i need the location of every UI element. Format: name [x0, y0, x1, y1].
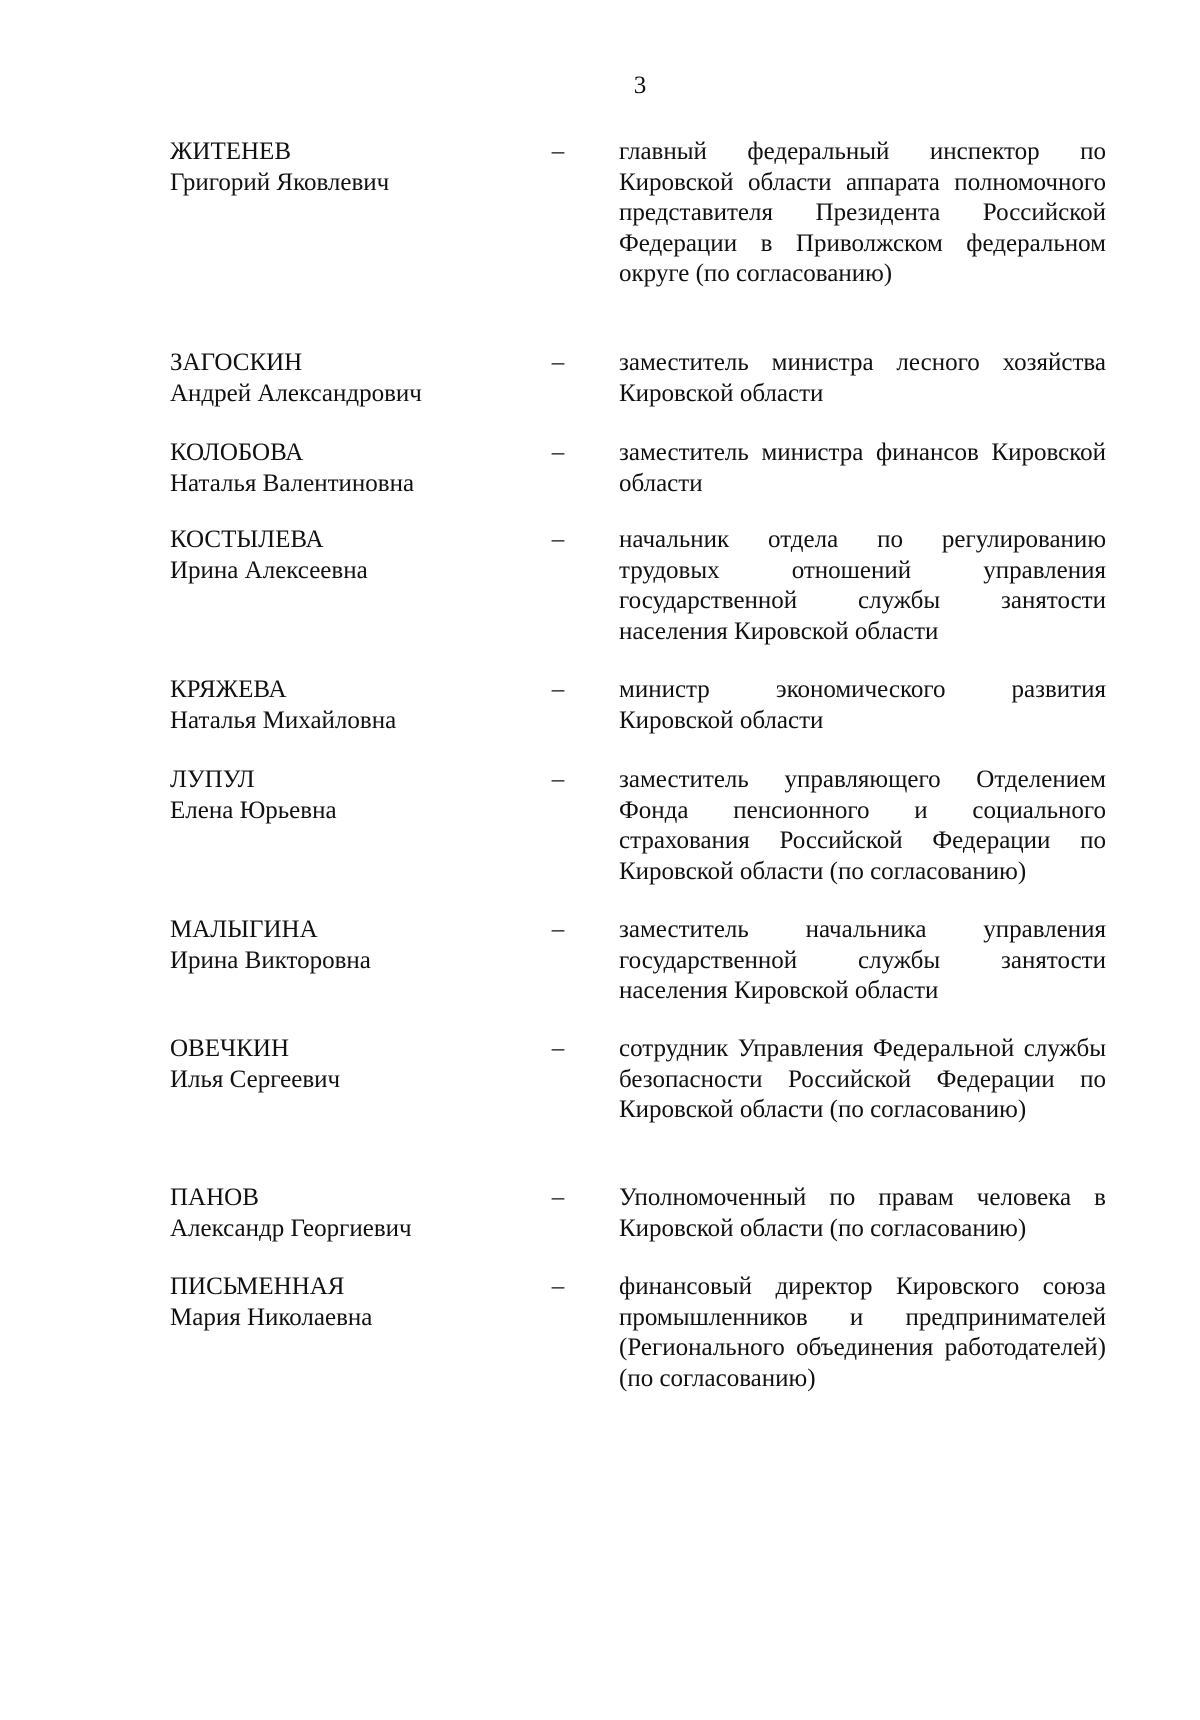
member-surname: МАЛЫГИНА: [170, 916, 318, 943]
member-given-names: Андрей Александрович: [170, 379, 422, 407]
member-name: [170, 348, 500, 409]
member-surname: КРЯЖЕВА: [170, 676, 287, 703]
member-position: начальник отдела по регулированию трудовых отношений управления государственной службы занятости населения Кировской области: [619, 526, 1106, 645]
member-surname: ПАНОВ: [170, 1184, 259, 1211]
member-name: [170, 1183, 500, 1244]
member-position: заместитель начальника управления государственной службы занятости населения Кировской области: [619, 916, 1106, 1004]
member-given-names: Елена Юрьевна: [170, 796, 337, 824]
member-given-names: Наталья Михайловна: [170, 706, 397, 734]
dash-separator: –: [551, 349, 565, 376]
dash-separator: –: [551, 439, 565, 466]
member-given-names: Мария Николаевна: [170, 1303, 373, 1331]
member-position: заместитель министра лесного хозяйства Кировской области: [619, 349, 1106, 407]
member-position: финансовый директор Кировского союза промышленников и предпринимателей (Регионального объединения работодателей) (по согласованию): [619, 1273, 1106, 1392]
dash-separator: –: [551, 1035, 565, 1062]
member-surname: ОВЕЧКИН: [170, 1035, 290, 1062]
member-position: министр экономического развития Кировской области: [619, 676, 1106, 734]
member-name: [170, 675, 500, 736]
member-surname: КОСТЫЛЕВА: [170, 526, 324, 553]
dash-separator: –: [551, 916, 565, 943]
member-given-names: Ирина Алексеевна: [170, 556, 368, 584]
member-name: [170, 915, 500, 976]
dash-separator: –: [551, 1184, 565, 1211]
dash-separator: –: [551, 676, 565, 703]
member-surname: ЛУПУЛ: [170, 766, 255, 793]
member-name: [170, 765, 500, 826]
member-given-names: Григорий Яковлевич: [170, 168, 390, 196]
dash-separator: –: [551, 526, 565, 553]
member-surname: КОЛОБОВА: [170, 439, 304, 466]
dash-separator: –: [551, 1273, 565, 1300]
member-position: сотрудник Управления Федеральной службы безопасности Российской Федерации по Кировской области (по согласованию): [619, 1035, 1106, 1123]
member-position: заместитель министра финансов Кировской области: [619, 439, 1106, 497]
member-given-names: Илья Сергеевич: [170, 1065, 341, 1093]
member-surname: ПИСЬМЕННАЯ: [170, 1273, 345, 1300]
member-name: [170, 1272, 500, 1333]
member-name: [170, 438, 500, 499]
member-given-names: Ирина Викторовна: [170, 946, 371, 974]
member-given-names: Наталья Валентиновна: [170, 469, 415, 497]
member-position: Уполномоченный по правам человека в Кировской области (по согласованию): [619, 1184, 1106, 1242]
dash-separator: –: [551, 766, 565, 793]
page-number: 3: [633, 72, 647, 99]
dash-separator: –: [551, 138, 565, 165]
member-position: главный федеральный инспектор по Кировской области аппарата полномочного представителя Президента Российской Федерации в Приволжском федеральном округе (по согласованию): [619, 138, 1106, 287]
member-surname: ЖИТЕНЕВ: [170, 138, 291, 165]
member-surname: ЗАГОСКИН: [170, 349, 303, 376]
member-name: [170, 1034, 500, 1095]
member-name: [170, 137, 500, 198]
member-name: [170, 525, 500, 586]
member-position: заместитель управляющего Отделением Фонда пенсионного и социального страхования Российской Федерации по Кировской области (по согласованию): [619, 766, 1106, 885]
member-given-names: Александр Георгиевич: [170, 1214, 412, 1242]
